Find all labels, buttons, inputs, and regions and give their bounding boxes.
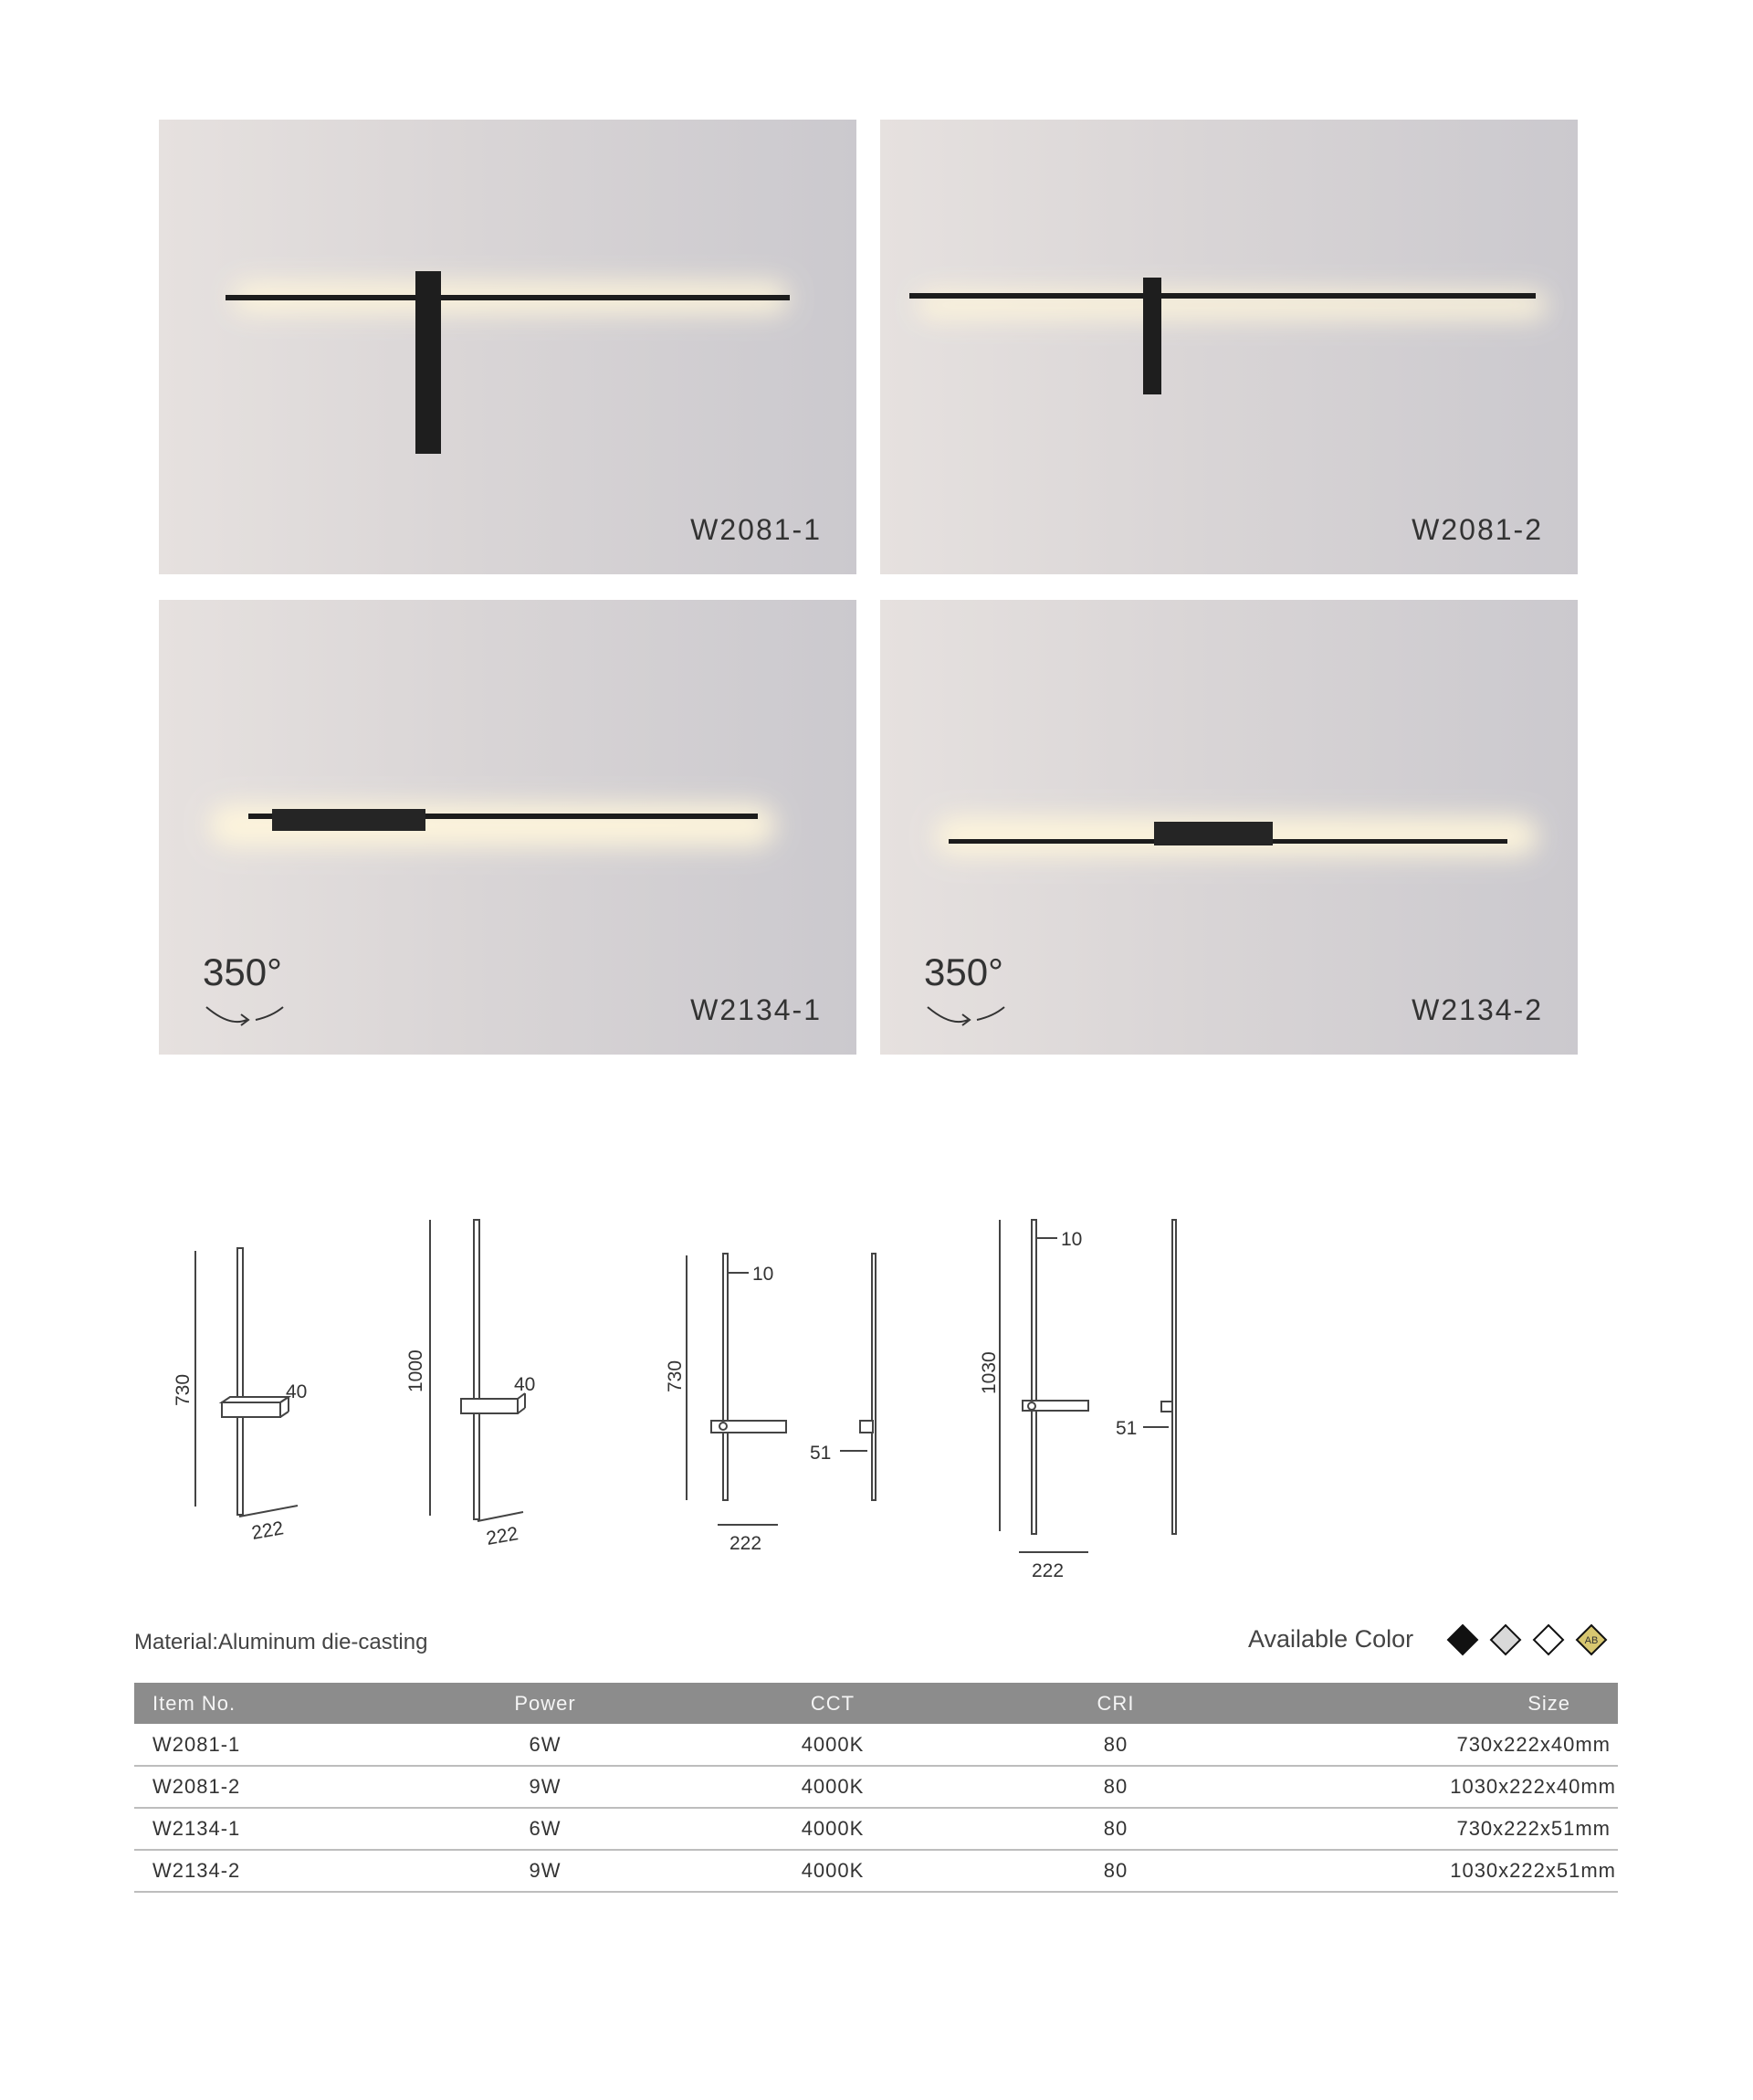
header-item-no: Item No. bbox=[134, 1683, 408, 1724]
product-label: W2081-2 bbox=[1412, 513, 1543, 546]
dim-depth: 51 bbox=[1116, 1418, 1138, 1439]
dim-width: 222 bbox=[730, 1533, 762, 1554]
dim-height: 1000 bbox=[405, 1349, 426, 1392]
cell-size: 730x222x51mm bbox=[1248, 1808, 1618, 1850]
available-color-label: Available Color bbox=[1248, 1625, 1414, 1653]
rotation-angle: 350° bbox=[203, 950, 282, 993]
table-row bbox=[134, 1766, 1618, 1808]
product-label: W2134-2 bbox=[1412, 993, 1543, 1026]
product-label: W2081-1 bbox=[690, 513, 822, 546]
drawing-w2134-2 bbox=[1000, 1220, 1176, 1552]
spec-table bbox=[134, 1683, 1618, 1893]
cell-cri: 80 bbox=[983, 1808, 1248, 1850]
cell-size: 1030x222x40mm bbox=[1248, 1766, 1618, 1808]
drawing-w2081-2 bbox=[430, 1220, 525, 1521]
cell-power: 9W bbox=[408, 1850, 682, 1892]
white-diamond-icon bbox=[1534, 1625, 1563, 1654]
cell-item-no: W2134-2 bbox=[134, 1850, 408, 1892]
table-row bbox=[134, 1850, 1618, 1892]
dim-thick: 10 bbox=[1061, 1229, 1083, 1250]
cell-cct: 4000K bbox=[682, 1724, 983, 1766]
cell-power: 6W bbox=[408, 1808, 682, 1850]
cell-size: 730x222x40mm bbox=[1248, 1724, 1618, 1766]
cell-power: 9W bbox=[408, 1766, 682, 1808]
rotation-angle: 350° bbox=[924, 950, 1003, 993]
swatch-ab-text: AB bbox=[1584, 1635, 1599, 1646]
cell-cri: 80 bbox=[983, 1766, 1248, 1808]
header-power: Power bbox=[408, 1683, 682, 1724]
cell-cct: 4000K bbox=[682, 1850, 983, 1892]
dim-height: 730 bbox=[665, 1360, 686, 1392]
header-size: Size bbox=[1248, 1683, 1618, 1724]
dim-width: 222 bbox=[1032, 1560, 1065, 1581]
dim-width: 222 bbox=[249, 1517, 286, 1544]
drawing-w2081-1 bbox=[195, 1248, 298, 1517]
table-row bbox=[134, 1808, 1618, 1850]
header-cri: CRI bbox=[983, 1683, 1248, 1724]
cell-cri: 80 bbox=[983, 1850, 1248, 1892]
table-row bbox=[134, 1724, 1618, 1766]
black-diamond-icon bbox=[1448, 1625, 1477, 1654]
dim-height: 730 bbox=[173, 1373, 194, 1406]
dim-thick: 10 bbox=[752, 1264, 774, 1285]
table-header-row bbox=[134, 1683, 1618, 1724]
dim-depth: 40 bbox=[286, 1381, 308, 1402]
cell-item-no: W2134-1 bbox=[134, 1808, 408, 1850]
cell-cct: 4000K bbox=[682, 1766, 983, 1808]
material-text: Material:Aluminum die-casting bbox=[134, 1630, 428, 1654]
cell-power: 6W bbox=[408, 1724, 682, 1766]
color-swatches bbox=[1443, 1622, 1625, 1658]
cell-cri: 80 bbox=[983, 1724, 1248, 1766]
product-label: W2134-1 bbox=[690, 993, 822, 1026]
dim-depth: 40 bbox=[514, 1374, 536, 1395]
dim-width: 222 bbox=[484, 1523, 520, 1549]
dim-height: 1030 bbox=[979, 1351, 1000, 1394]
dim-depth: 51 bbox=[810, 1443, 832, 1464]
cell-cct: 4000K bbox=[682, 1808, 983, 1850]
cell-item-no: W2081-1 bbox=[134, 1724, 408, 1766]
header-cct: CCT bbox=[682, 1683, 983, 1724]
drawing-w2134-1 bbox=[687, 1254, 876, 1525]
gold-diamond-icon bbox=[1577, 1625, 1606, 1654]
cell-item-no: W2081-2 bbox=[134, 1766, 408, 1808]
cell-size: 1030x222x51mm bbox=[1248, 1850, 1618, 1892]
grey-diamond-icon bbox=[1491, 1625, 1520, 1654]
